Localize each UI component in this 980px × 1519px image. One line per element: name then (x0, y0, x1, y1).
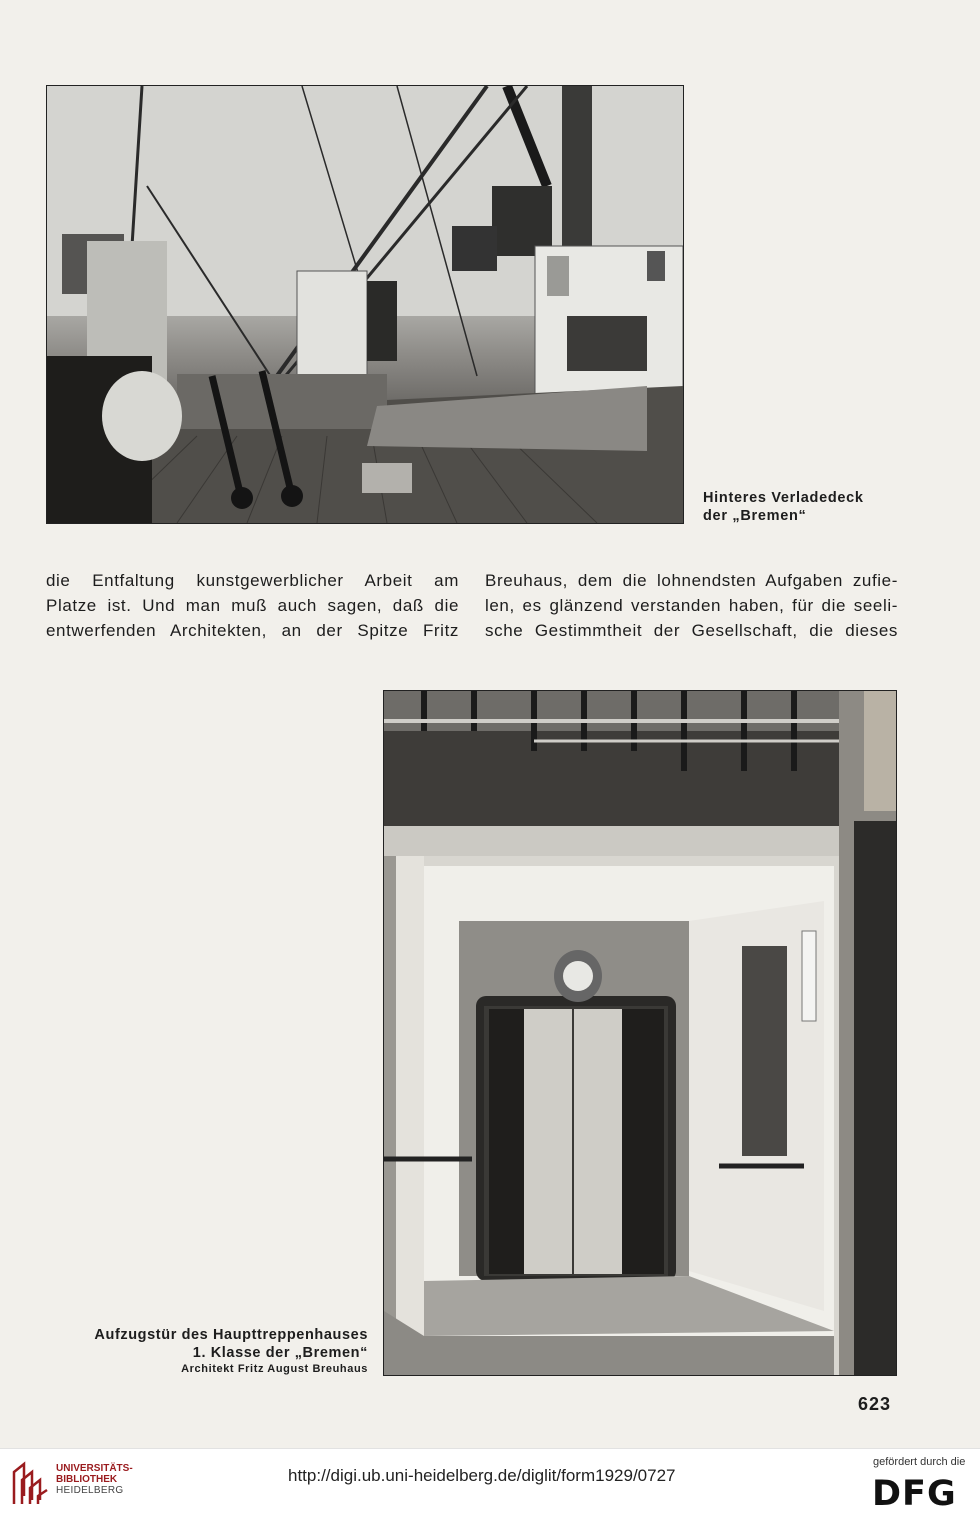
caption-line: Aufzugstür des Haupttreppenhauses (94, 1327, 368, 1343)
body-text-right-column (485, 568, 898, 643)
caption-line: Hinteres Verladedeck (703, 490, 864, 506)
caption-credit: Architekt Fritz August Breuhaus (181, 1363, 368, 1375)
deck-photo-caption (703, 489, 933, 525)
caption-line: der „Bremen“ (703, 508, 807, 524)
funding-note: gefördert durch die (873, 1456, 966, 1468)
deck-photo-drawing (47, 86, 683, 523)
elevator-photo-caption (28, 1326, 368, 1377)
text-line: entwerfenden Architekten, an der Spitze Fritz (46, 621, 459, 640)
library-city: HEIDELBERG (56, 1485, 124, 1496)
body-text-left-column (46, 568, 459, 643)
elevator-photo (383, 690, 897, 1376)
dfg-logo: DFG (872, 1474, 957, 1514)
university-library-logo-icon (10, 1460, 50, 1506)
library-name-line: UNIVERSITÄTS- (56, 1463, 133, 1474)
permalink-url[interactable]: http://digi.ub.uni-heidelberg.de/diglit/form1929/0727 (288, 1466, 676, 1485)
text-line: die Entfaltung kunstgewerblicher Arbeit am (46, 571, 459, 590)
deck-photo (46, 85, 684, 524)
university-library-name (56, 1463, 133, 1496)
text-line: Platze ist. Und man muß auch sagen, daß die (46, 596, 459, 615)
page-number: 623 (858, 1394, 892, 1414)
text-line: sche Gestimmtheit der Gesellschaft, die dieses (485, 621, 898, 640)
elevator-photo-drawing (384, 691, 896, 1375)
text-line: Breuhaus, dem die lohnendsten Aufgaben zufie- (485, 571, 898, 590)
digitization-footer (0, 1448, 980, 1519)
text-line: len, es glänzend verstanden haben, für die seeli- (485, 596, 898, 615)
caption-line: 1. Klasse der „Bremen“ (192, 1345, 368, 1361)
library-name-line: BIBLIOTHEK (56, 1474, 118, 1485)
